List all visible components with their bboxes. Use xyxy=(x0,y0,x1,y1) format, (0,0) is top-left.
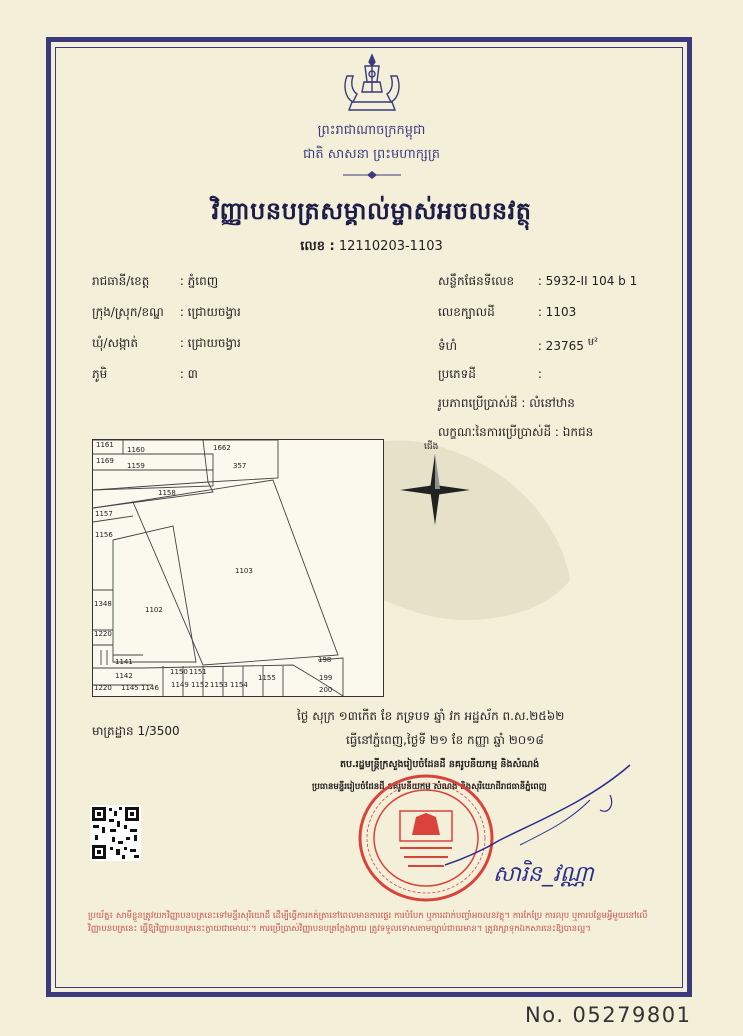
lunar-date: ថ្ងៃ សុក្រ ១៣កើត ខែ ភទ្របទ ឆ្នាំ វក អដ្ឋស័ក ព.ស.២៥៦២ xyxy=(297,709,565,723)
field-value: : ឯកជន xyxy=(554,425,594,439)
serial-number: No. 05279801 xyxy=(525,1003,692,1027)
field-value: : ៣ xyxy=(179,367,198,381)
parcel-label: 1161 xyxy=(96,441,114,449)
field-value: : ភ្នំពេញ xyxy=(179,274,219,288)
field-land-use xyxy=(438,395,575,413)
field-label: លក្ខណៈនៃការប្រើប្រាស់ដី xyxy=(438,425,552,439)
parcel-label: 1151 xyxy=(189,668,207,676)
field-land-type xyxy=(438,366,542,384)
signature-stroke-icon xyxy=(440,760,640,870)
kingdom-line1: ព្រះរាជាណាចក្រកម្ពុជា xyxy=(317,123,426,138)
field-unit: ម² xyxy=(587,337,599,348)
parcel-label: 1662 xyxy=(213,444,231,452)
parcel-label: 1160 xyxy=(127,446,145,454)
signatory-name: សារិន_វណ្ណា xyxy=(493,862,594,887)
issue-date: ធ្វើនៅភ្នំពេញ,ថ្ងៃទី ២១ ខែ កញ្ញា ឆ្នាំ ២០១៨ xyxy=(346,733,544,747)
parcel-label: 1348 xyxy=(94,600,112,608)
parcel-label: 198 xyxy=(318,656,332,664)
field-province xyxy=(92,273,218,291)
parcel-label: 1220 xyxy=(94,684,112,692)
parcel-label: 1220 xyxy=(94,630,112,638)
parcel-label: 1142 xyxy=(115,672,133,680)
field-value: : លំនៅឋាន xyxy=(521,396,575,410)
field-label: រូបភាពប្រើប្រាស់ដី xyxy=(438,396,518,410)
parcel-label: 1157 xyxy=(95,510,113,518)
parcel-label: 1146 xyxy=(141,684,159,692)
parcel-label: 1141 xyxy=(115,658,133,666)
parcel-label: 1154 xyxy=(230,681,248,689)
north-label: ជើង xyxy=(424,442,439,452)
field-label: ទំហំ xyxy=(438,339,458,353)
field-label: រាជធានី/ខេត្ត xyxy=(92,274,150,288)
parcel-label: 1158 xyxy=(158,489,176,497)
cadastral-map xyxy=(92,439,384,697)
field-value: : xyxy=(537,367,542,381)
field-label: ក្រុង/ស្រុក/ខណ្ឌ xyxy=(92,305,164,319)
field-ownership xyxy=(438,424,593,442)
compass-north-icon xyxy=(400,452,470,527)
field-parcel-number xyxy=(438,304,576,322)
field-label: ប្រភេទដី xyxy=(438,367,476,381)
parcel-drawing xyxy=(93,440,383,696)
kingdom-line2: ជាតិ សាសនា ព្រះមហាក្សត្រ xyxy=(303,147,440,162)
field-label: សន្លឹកផែនទីលេខ xyxy=(438,274,515,288)
map-scale: មាត្រដ្ឋាន 1/3500 xyxy=(92,724,180,738)
parcel-label: 357 xyxy=(233,462,247,470)
royal-emblem-icon xyxy=(337,52,407,114)
field-label: លេខក្បាលដី xyxy=(438,305,495,319)
certificate-number-value: 12110203-1103 xyxy=(338,239,443,254)
parcel-label: 1152 xyxy=(191,681,209,689)
qr-code-icon xyxy=(90,805,141,861)
document-title: វិញ្ញាបនបត្រសម្គាល់ម្ចាស់អចលនវត្ថុ xyxy=(211,197,532,225)
parcel-label: 199 xyxy=(319,674,333,682)
parcel-label: 1149 xyxy=(171,681,189,689)
field-value: : 23765 xyxy=(537,339,584,353)
field-village xyxy=(92,366,198,384)
field-value: : 5932-II 104 b 1 xyxy=(537,274,638,288)
field-area xyxy=(438,335,598,356)
authority-line2: ប្រធានមន្ទីររៀបចំដែនដី នគរូបនីយកម្ម សំណង់ និងសុរិយោដីរាជធានីភ្នំពេញ xyxy=(312,782,547,792)
field-label: ភូមិ xyxy=(92,367,108,381)
field-value: : ជ្រោយចង្វារ xyxy=(179,336,241,350)
legal-notice: ប្រយ័ត្ន៖ សាមីខ្លួនត្រូវយកវិញ្ញាបនបត្រនេះទៅមន្ទីរសុរិយោដី ដើម្បីធ្វើការកត់ត្រានៅពេលមានការផ្ទេរ ការបំបែក ឬការដាក់បញ្ចាំអចលនវត្ថុ។ ការកែប្រែ ការលុប ឬការបន្ថែមអ្វីមួយនៅលើវិញ្ញាបនបត្រនេះ ធ្វើឱ្យវិញ្ញាបនបត្រនេះក្លាយជាមោឃៈ។ ការប្រើប្រាស់វិញ្ញាបនបត្រក្លែងក្លាយ ត្រូវទទួលទោសតាមច្បាប់ជាធរមាន។ ត្រូវរក្សាទុកឯកសារនេះឱ្យបានល្អ។ xyxy=(88,911,648,934)
parcel-label: 1103 xyxy=(235,567,253,575)
parcel-label: 1169 xyxy=(96,457,114,465)
parcel-label: 1159 xyxy=(127,462,145,470)
field-label: ឃុំ/សង្កាត់ xyxy=(92,336,138,350)
parcel-label: 200 xyxy=(319,686,333,694)
field-district xyxy=(92,304,241,322)
authority-line1: តប.រដ្ឋមន្ត្រីក្រសួងរៀបចំដែនដី នគរូបនីយកម្ម និងសំណង់ xyxy=(340,759,540,770)
field-commune xyxy=(92,335,241,353)
field-value: : 1103 xyxy=(537,305,577,319)
field-map-sheet xyxy=(438,273,637,291)
parcel-label: 1153 xyxy=(210,681,228,689)
parcel-label: 1156 xyxy=(95,531,113,539)
parcel-label: 1145 xyxy=(121,684,139,692)
divider-ornament-icon xyxy=(341,170,403,180)
parcel-label: 1150 xyxy=(170,668,188,676)
parcel-label: 1102 xyxy=(145,606,163,614)
certificate-number xyxy=(0,238,743,257)
parcel-label: 1155 xyxy=(258,674,276,682)
certificate-number-label: លេខ : xyxy=(300,239,335,254)
field-value: : ជ្រោយចង្វារ xyxy=(179,305,241,319)
